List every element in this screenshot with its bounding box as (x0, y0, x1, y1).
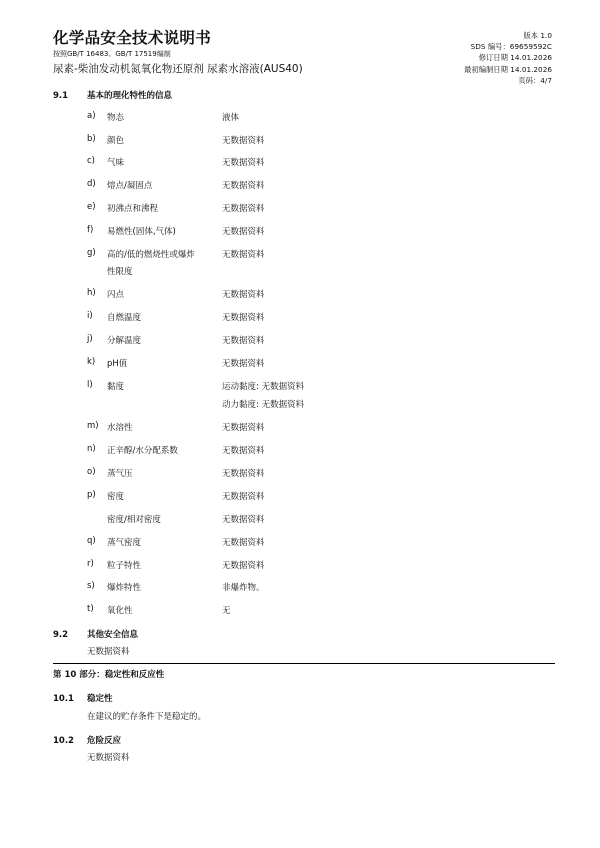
standard-note: 按照GB/T 16483、GB/T 17519编制 (53, 50, 171, 58)
property-value: 无数据资料 (222, 136, 265, 146)
property-label: 初沸点和沸程 (107, 204, 159, 214)
page-number: 页码：4/7 (518, 75, 552, 85)
item-letter: n) (87, 444, 96, 454)
section-title: 基本的理化特性的信息 (87, 91, 173, 101)
property-value: 无数据资料 (222, 469, 265, 479)
item-letter: l) (87, 380, 93, 390)
property-label: 蒸气压 (107, 469, 133, 479)
product-name: 尿素-柴油发动机氮氧化物还原剂 尿素水溶液(AUS40) (53, 63, 303, 75)
property-value: 无数据资料 (222, 250, 265, 260)
item-letter: g) (87, 248, 96, 258)
section-10-2-text: 无数据资料 (87, 753, 130, 763)
section-10-1-heading (53, 692, 113, 704)
property-value: 无数据资料 (222, 227, 265, 237)
part-10-heading: 第 10 部分：稳定性和反应性 (53, 670, 165, 680)
item-letter: c) (87, 156, 95, 166)
property-value: 无数据资料 (222, 515, 265, 525)
item-letter: b) (87, 134, 96, 144)
property-label: 水溶性 (107, 423, 133, 433)
item-letter: j) (87, 334, 93, 344)
property-value: 液体 (222, 113, 240, 123)
property-value: 无数据资料 (222, 290, 265, 300)
property-label: 黏度 (107, 382, 125, 392)
property-value: 无数据资料 (222, 359, 265, 369)
property-label: 物态 (107, 113, 125, 123)
property-label: pH值 (107, 359, 128, 369)
property-value: 无数据资料 (222, 492, 265, 502)
item-letter: a) (87, 111, 96, 121)
item-letter: r) (87, 559, 94, 569)
section-number: 10.2 (53, 736, 74, 746)
item-letter: p) (87, 490, 96, 500)
property-label: 爆炸特性 (107, 583, 142, 593)
property-value: 无数据资料 (222, 313, 265, 323)
item-letter: k) (87, 357, 96, 367)
section-divider (53, 663, 555, 664)
property-value: 无数据资料 (222, 423, 265, 433)
section-number: 9.1 (53, 91, 69, 101)
section-9-1-heading (53, 89, 172, 101)
section-title: 其他安全信息 (87, 630, 139, 640)
property-value: 无数据资料 (222, 336, 265, 346)
item-letter: f) (87, 225, 94, 235)
item-letter: t) (87, 604, 94, 614)
document-meta (464, 30, 552, 86)
property-label: 正辛醇/水分配系数 (107, 446, 178, 456)
first-compiled-date: 最初编制日期 14.01.2026 (464, 64, 552, 74)
property-label: 氧化性 (107, 606, 133, 616)
item-letter: o) (87, 467, 96, 477)
property-value: 无数据资料 (222, 446, 265, 456)
item-letter: i) (87, 311, 93, 321)
property-label: 自燃温度 (107, 313, 142, 323)
property-label: 易燃性(固体,气体) (107, 227, 176, 237)
item-letter: q) (87, 536, 96, 546)
property-label: 颜色 (107, 136, 125, 146)
property-label-line2: 性限度 (107, 267, 133, 277)
property-value: 无数据资料 (222, 204, 265, 214)
property-value: 无 (222, 606, 231, 616)
section-10-2-heading (53, 734, 121, 746)
property-label: 分解温度 (107, 336, 142, 346)
item-letter: d) (87, 179, 96, 189)
revision-date: 修订日期 14.01.2026 (478, 53, 552, 63)
property-label: 密度/相对密度 (107, 515, 161, 525)
section-9-2-heading (53, 628, 138, 640)
version: 版本 1.0 (523, 31, 552, 40)
section-10-1-text: 在建议的贮存条件下是稳定的。 (87, 712, 207, 722)
property-value: 无数据资料 (222, 561, 265, 571)
property-label: 密度 (107, 492, 125, 502)
property-value: 无数据资料 (222, 538, 265, 548)
property-value: 非爆炸物。 (222, 583, 265, 593)
item-letter: h) (87, 288, 96, 298)
property-value: 运动黏度: 无数据资料 (222, 382, 305, 392)
property-label: 气味 (107, 158, 125, 168)
property-value: 无数据资料 (222, 158, 265, 168)
section-number: 10.1 (53, 694, 74, 704)
property-label: 闪点 (107, 290, 125, 300)
property-label: 蒸气密度 (107, 538, 142, 548)
section-9-2-text: 无数据资料 (87, 647, 130, 657)
property-label: 粒子特性 (107, 561, 142, 571)
item-letter: m) (87, 421, 99, 431)
document-title: 化学品安全技术说明书 (53, 29, 212, 47)
sds-number: SDS 编号：69659592C (470, 42, 552, 52)
section-title: 危险反应 (87, 736, 122, 746)
property-label: 高的/低的燃烧性或爆炸 (107, 250, 195, 260)
item-letter: e) (87, 202, 96, 212)
property-label: 熔点/凝固点 (107, 181, 153, 191)
section-number: 9.2 (53, 630, 69, 640)
item-letter: s) (87, 581, 95, 591)
property-value-line2: 动力黏度: 无数据资料 (222, 400, 305, 410)
section-title: 稳定性 (87, 694, 113, 704)
property-value: 无数据资料 (222, 181, 265, 191)
